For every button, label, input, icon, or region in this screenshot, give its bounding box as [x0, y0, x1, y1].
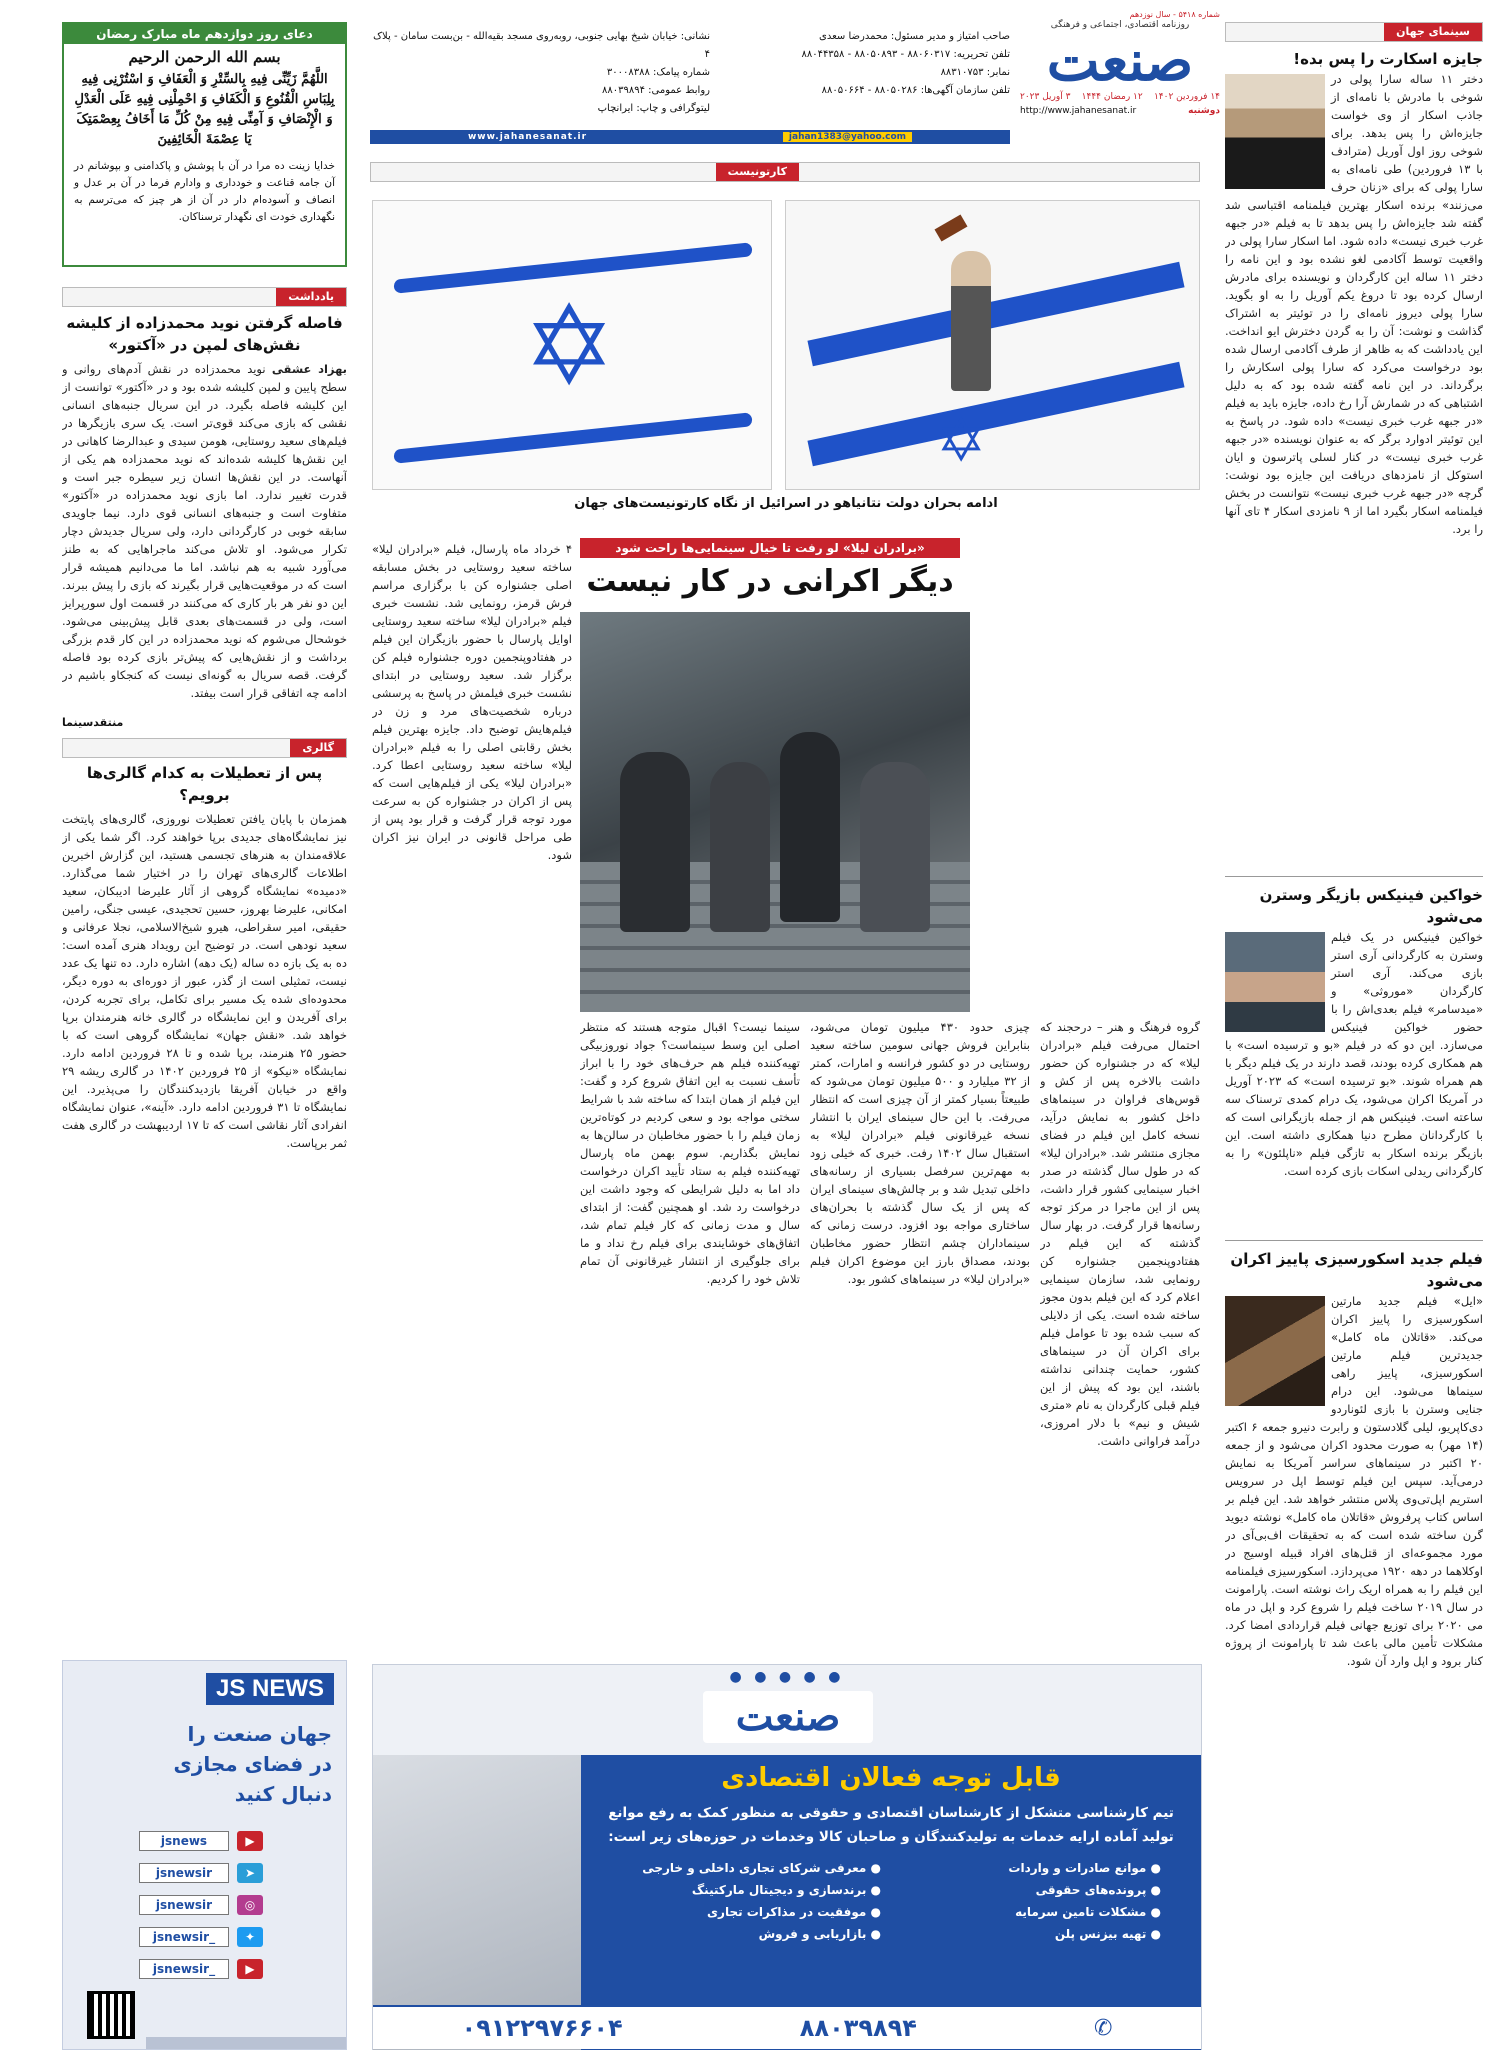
masthead-phone-3: تلفن سازمان آگهی‌ها: ۸۸۰۵۰۲۸۶ - ۸۸۰۵۰۶۶۴: [821, 85, 1010, 96]
social-handle-instagram: jsnewsir: [139, 1895, 229, 1915]
ad-service-7: ● تهیه بیزنس پلن: [1054, 1927, 1161, 1941]
social-handle-twitter: jsnewsir_: [139, 1927, 229, 1947]
social-row-twitter[interactable]: [93, 1927, 263, 1947]
sinema-section-label: [1225, 22, 1483, 42]
masthead-sms: شماره پیامک: ۳۰۰۰۸۳۸۸: [606, 67, 710, 78]
ad-service-3: ● پرونده‌های حقوقی: [1035, 1883, 1161, 1897]
masthead-phone-1: تلفن تحریریه: ۸۸۰۶۰۳۱۷ - ۸۸۰۵۰۸۹۳ - ۸۸۰۴۴۳۵۸: [801, 49, 1010, 60]
gallery-article: [62, 762, 347, 1642]
instagram-icon: ◎: [237, 1895, 263, 1915]
note-section-tab: یادداشت: [276, 288, 346, 306]
note-body: نوید محمدزاده در نقش آدم‌های روانی و سطح پایین و لمپن کلیشه شده بود و در «آکتور» توانست از این کلیشه فاصله بگیرد. در این سریال جنبه‌های انسانی نقشی که بازی می‌کند قوی‌تر است. یک سری بازیگرها در فیلم‌های سعید روستایی، هومن سیدی و عبدالرضا کاهانی در این نقش‌ها کلیشه شده‌اند که نوید محمدزاده هم یکی از آنهاست. در این نقش‌ها انسان زیر سیطره جبر است و قدرت تغییر ندارد. اما بازی نوید محمدزاده در «آکتور» متفاوت است و جنبه‌های انسانی قوی دارد. نیما جاویدی سابقه خوبی در کارگردانی دارد، ولی سریال جدیدش دچار تکرار می‌شود. او تلاش می‌کند ماجراهایی که به طنز می‌آورد شبیه به هم نباشد. اما ما می‌دانیم همیشه قرار است که در موقعیت‌هایی قرار بگیرند که بازی را پیش ببرند. این دو نفر هر بار کاری که می‌کنند در قسمت اول سورپرایز است، ولی در قسمت‌های بعدی قابل پیش‌بینی می‌شود. خوشحال می‌شوم که نوید محمدزاده در این کار قدم بزرگی برداشت و از نقش‌هایی که پیش‌تر بازی کرده بود فاصله گرفت. قصه سریال به گونه‌ای نیست که کنجکاو باشیم در ادامه چه اتفاقی قرار است بیفتد.: [62, 362, 347, 700]
prayer-bismillah: بسم الله الرحمن الرحیم: [128, 48, 281, 66]
flag-stripe-bottom: [807, 362, 1184, 466]
main-col-1: [1040, 1018, 1200, 1658]
ad-phone-1[interactable]: ۸۸۰۳۹۸۹۴: [799, 2014, 917, 2042]
main-col-3-text: سینما نیست؟ اقبال متوجه هستند که منتظر اصلی این وسط سینماست؟ جواد نوروزبیگی تهیه‌کننده فیلم هم حرف‌های خود را با ابراز تأسف نسبت به این اتفاق شروع کرد و گفت: این فیلم از همان ابتدا که ساخته شد با شرایط سختی مواجه بود و سعی کردیم در کوتاه‌ترین زمان فیلم را با حضور مخاطبان در سالن‌ها به نمایش بگذاریم. سوم بهمن ماه پارسال تهیه‌کننده فیلم به ستاد تأیید اکران درخواست داد اما به دلیل شرایطی که وجود داشت این درخواست رد شد. او همچنین گفت: از ابتدای سال و مدت زمانی که کار فیلم تمام شد، اتفاق‌های خوشایندی برای فیلم رخ نداد و ما برای جلوگیری از انتشار غیرقانونی آن تمام تلاش خود را کردیم.: [580, 1020, 800, 1286]
main-kicker: «برادران لیلا» لو رفت تا خیال سینمایی‌ها راحت شود: [580, 538, 960, 558]
social-row-telegram[interactable]: [93, 1863, 263, 1883]
masthead: [370, 10, 1220, 142]
photo-person-3: [780, 732, 840, 922]
sinema-a1-photo[interactable]: [1225, 74, 1325, 189]
sinema-a1-body: دختر ۱۱ ساله سارا پولی در شوخی با مادرش با نامه‌ای از جاذب اسکار از وی خواست جایزه‌اش را پس بدهد. برای شوخی روز اول آوریل (مترادف با ۱۳ فروردین) طی نامه‌ای به سارا پولی که برای «زنان حرف می‌زنند» برنده اسکار بهترین فیلمنامه اقتباسی شد گفته شد جایزه‌اش را پس بدهد تا به فیلم «در جبهه غرب خبری نیست» داده شود. اما اسکار سارا پولی در واقعیت توسط آکادمی لغو نشده بود و این نامه را دختر ۱۱ ساله این کارگردان و نویسنده برای مادرش ارسال کرده بود تا دروغ یکم آوریل را به او بگوید. سارا پولی دیروز نامه‌ای را در توئیتر به اشتراک گذاشت و نوشت: آن را به گردن دخترش ایو انداخت. این یادداشت که به ظاهر از طرف آکادمی ارسال شده بود درخواست می‌کرد که سارا پولی اسکارش را برگرداند. در این نامه گفته شده بود که به دلیل اشتباهی که در شمارش آرا رخ داده، جایزه باید به فیلم «در جبهه غرب خبری نیست» داده شود. در پاسخ به این توئیتر ادوارد برگر که به عنوان نویسنده «در جبهه غرب خبری نیست» در کنار لسلی پاترسون و ایان استوکل از نامزدهای دریافت این جایزه بود نوشت: گرچه «در جبهه غرب خبری نیست» نتوانست در بخش فیلمنامه اسکار بگیرد اما از ۹ نامزدی اسکار ۴ تای آنها را برد.: [1225, 72, 1483, 536]
cartoon-figure: [951, 251, 991, 391]
note-title[interactable]: فاصله گرفتن نوید محمدزاده از کلیشه نقش‌های لمپن در «آکتور»: [66, 314, 343, 354]
ad-phone-bar[interactable]: [373, 2005, 1201, 2049]
masthead-website[interactable]: http://www.jahanesanat.ir: [1020, 106, 1137, 116]
photo-person-4: [860, 762, 930, 932]
masthead-contact: [720, 28, 1010, 100]
masthead-address: نشانی: خیابان شیخ بهایی جنوبی، روبه‌روی مسجد بقیه‌الله - بن‌بست سامان - پلاک ۴: [373, 31, 710, 60]
city-skyline-icon: [146, 2009, 346, 2049]
masthead-print: لیتوگرافی و چاپ: ایرانچاپ: [597, 103, 710, 114]
social-row-instagram[interactable]: [93, 1895, 263, 1915]
cartoon-left[interactable]: [372, 200, 772, 490]
masthead-tagline: روزنامه اقتصادی، اجتماعی و فرهنگی: [1050, 20, 1190, 30]
gavel-icon: [935, 214, 968, 241]
social-handle-telegram: jsnewsir: [139, 1863, 229, 1883]
service-ad[interactable]: [372, 1664, 1202, 2050]
jsnews-brand: JS NEWS: [206, 1673, 334, 1705]
main-col-3: [580, 1018, 800, 1658]
sinema-a3-photo[interactable]: [1225, 1296, 1325, 1406]
web-bar-email[interactable]: jahan1383@yahoo.com: [783, 132, 912, 142]
cartoon-right[interactable]: [785, 200, 1200, 490]
ad-service-6: ● موفقیت در مذاکرات تجاری: [707, 1905, 881, 1919]
sinema-a2-photo[interactable]: [1225, 932, 1325, 1032]
masthead-issue: شماره ۵۴۱۸ - سال نوزدهم: [1129, 10, 1220, 19]
social-handle-aparat: jsnews: [139, 1831, 229, 1851]
phone-icon: ✆: [1094, 2015, 1113, 2041]
gallery-section-label: [62, 738, 347, 758]
sinema-article-3: [1225, 1248, 1483, 2048]
main-col-4-text: ۴ خرداد ماه پارسال، فیلم «برادران لیلا» ساخته سعید روستایی در بخش مسابقه اصلی جشنواره کن با برگزاری مراسم فرش قرمز، رونمایی شد. نشست خبری فیلم «برادران لیلا» ساخته سعید روستایی اوایل پارسال با حضور بازیگران این فیلم در هفتادوپنجمین دوره جشنواره فیلم کن برگزار شد. سعید روستایی در ابتدای نشست خبری فیلمش در پاسخ به پرسشی درباره شخصیت‌های مرد و زن در فیلم‌هایش توضیح داد. جایزه بهترین فیلم بخش رقابتی اصلی را به فیلم «برادران لیلا» ساخته سعید روستایی اعطا کرد. «برادران لیلا» یکی از فیلم‌هایی است که پس از اکران در جشنواره کن به سرعت مورد توجه قرار گرفت و قرار بود پس از طی مراحل قانونی در ایران نیز اکران شود.: [372, 542, 572, 862]
flag-stripe-top: [807, 262, 1184, 366]
social-handle-youtube: jsnewsir_: [139, 1959, 229, 1979]
ad-desc: تیم کارشناسی متشکل از کارشناسان اقتصادی و حقوقی به منظور کمک به رفع موانع تولید آماده ارایه خدمات به تولیدکنندگان و صاحبان کالا وخدمات در حوزه‌های زیر است:: [608, 1805, 1174, 1845]
star-of-david-icon: ✡: [936, 406, 987, 476]
masthead-date-en: ۳ آوریل ۲۰۲۳: [1020, 92, 1071, 102]
masthead-logo[interactable]: صنعت: [1046, 28, 1194, 94]
sinema-divider-1: [1225, 876, 1483, 877]
jsnews-line1: جهان صنعت را: [187, 1722, 332, 1746]
masthead-address-block: [370, 28, 710, 118]
note-source: منتقدسینما: [62, 716, 124, 729]
telegram-icon: ➤: [237, 1863, 263, 1883]
ad-service-1: ● موانع صادرات و واردات: [1008, 1861, 1161, 1875]
ad-service-4: ● برندسازی و دیجیتال مارکتینگ: [691, 1883, 881, 1897]
prayer-arabic: اللَّهُمَّ زَیِّنِّی فِیهِ بِالسِّتْرِ وَ الْعَفَافِ وَ اسْتُرْنِی فِیهِ بِلِبَاسِ الْقُنُوعِ وَ الْکَفَافِ وَ احْمِلْنِی فِیهِ عَلَى الْعَدْلِ وَ الْإِنْصَافِ وَ آمِنِّی فِیهِ مِنْ کُلِّ مَا أَخَافُ بِعِصْمَتِکَ یَا عِصْمَةَ الْخَائِفِینَ: [74, 72, 335, 147]
social-row-aparat[interactable]: [93, 1831, 263, 1851]
gallery-body: همزمان با پایان یافتن تعطیلات نوروزی، گالری‌های پایتخت نیز نمایشگاه‌های جدیدی برپا خواهند کرد. اگر شما یکی از علاقه‌مندان به هنرهای تجسمی هستید، این گزارش اخبرین اطلاعات گالری‌های تهران را در اختیار شما می‌گذارد. «دمیده» نمایشگاه گروهی از آثار علیرضا ادیبکان، سعید امکانی، علیرضا بهروز، حسین تحجیدی، عیسی جنگی، رامین حقیقی، امیر سقراطی، هیرو شیخ‌الاسلامی، نجلا عرفانی و سعید نودهی است. در توضیح این رویداد هنری آمده است: ده به یک بازه ده ساله (یک دهه) اشاره دارد. ده تنها یک عدد نیست، تمثیلی است از گذر، عبور از دوره‌ای به دوره دیگر، محدوده‌ای شده یک مسیر برای تکامل، برای تجربه کردن، برای آفریدن و این نمایشگاه در گالری خانه هنرمندان برپا خواهد شد. «نقش جهان» نمایشگاه گروهی است که با حضور ۲۵ هنرمند، برپا شده و تا ۲۸ فروردین ادامه دارد. نمایشگاه «نیکو» از ۲۵ فروردین ۱۴۰۲ در گالری ریشه ۲۹ واقع در خیابان آفریقا بازدیدکنندگان را می‌پذیرد. این نمایشگاه تا ۳۱ فروردین ادامه دارد. «آینه»، عنوان نمایشگاه انفرادی آثار نقاشی است که تا ۱۷ اردیبهشت در گالری هفت ثمر برپاست.: [62, 812, 347, 1150]
main-col-1-text: گروه فرهنگ و هنر – درحجند که احتمال می‌رفت فیلم «برادران لیلا» که در جشنواره کن حضور داشت بالاخره پس از کش و قوس‌های فراوان در سینماهای داخل کشور به نمایش درآید، نسخه کامل این فیلم در فضای مجازی منتشر شد. «برادران لیلا» که در طول سال گذشته در صدر اخبار سینمایی کشور قرار داشت، پس از این ماجرا در مرکز توجه رسانه‌ها قرار گرفت. در بهار سال گذشته که این فیلم در هفتادوپنجمین جشنواره کن رونمایی شد، سازمان سینمایی اعلام کرد که این فیلم بدون مجوز ساخته شده است. یکی از دلایلی که سبب شده بود تا عوامل فیلم برای اکران آن در سینماهای کشور، حمایت چندانی نداشته باشند، این بود که پیش از این فیلم قبلی کارگردان به نام «متری شیش و نیم» با دلار امروزی، درآمد فراوانی داشت.: [1040, 1020, 1200, 1448]
ad-service-5: ● مشکلات تامین سرمایه: [1015, 1905, 1161, 1919]
web-bar: [370, 130, 1010, 144]
main-photo[interactable]: [580, 612, 970, 1012]
note-byline: بهزاد عشقی: [271, 362, 347, 376]
sinema-a1-title[interactable]: جایزه اسکارت را پس بده!: [1293, 50, 1483, 68]
cartoon-section-label: [370, 162, 1200, 182]
cartoon-caption: ادامه بحران دولت نتانیاهو در اسرائیل از نگاه کارتونیست‌های جهان: [574, 496, 998, 511]
main-col-2: [810, 1018, 1030, 1658]
main-col-4: [372, 540, 572, 1660]
gallery-section-tab: گالری: [290, 739, 346, 757]
masthead-date-fa: ۱۴ فروردین ۱۴۰۲: [1153, 92, 1220, 102]
masthead-phone-2: نمابر: ۸۸۳۱۰۷۵۳: [940, 67, 1010, 78]
sinema-article-2: [1225, 884, 1483, 1234]
sinema-a2-body: خواکین فینیکس در یک فیلم وسترن به کارگردانی آری استر بازی می‌کند. آری استر کارگردان «موروثی» و «میدسامر» فیلم بعدی‌اش را با حضور خواکین فینیکس می‌سازد. این دو که در فیلم «بو و ترسیده است» با هم همکاری کرده بودند، قصد دارند در یک فیلم دیگر با هم همراه شوند. «بو ترسیده است» که ۲۰۲۳ آوریل در آمریکا اکران می‌شود، یک درام کمدی ترسناک سه ساعته است. فینیکس هم از جمله بازیگرانی است که با کارگردانان مطرح دنیا همکاری داشته است. این بازیگر برنده اسکار به تازگی فیلم «ناپلئون» را به کارگردانی ریدلی اسکات بازی کرده است.: [1225, 930, 1483, 1178]
prayer-header: دعای روز دوازدهم ماه مبارک رمضان: [64, 24, 345, 44]
star-of-david-icon-2: ✡: [523, 282, 616, 410]
masthead-logo-block: [1020, 20, 1220, 130]
cartoon-section-tab: کارتونیست: [716, 163, 799, 181]
main-headline[interactable]: دیگر اکرانی در کار نیست: [586, 564, 954, 599]
social-row-youtube[interactable]: [93, 1959, 263, 1979]
prayer-persian: خدایا زینت ده مرا در آن با پوشش و پاکدامنی و بپوشانم در آن جامه قناعت و خودداری و وادارم فرما در آن بر عدل و انصاف و آسوده‌ام دار در آن از هر چیز که می‌ترسم به نگهداری خودت ای نگهدار ترسناکان.: [74, 160, 335, 223]
sinema-a3-title[interactable]: فیلم جدید اسکورسیزی پاییز اکران می‌شود: [1230, 1250, 1483, 1290]
ad-logo: صنعت: [703, 1691, 873, 1743]
sinema-section-tab: سینمای جهان: [1384, 23, 1482, 41]
qr-code-icon[interactable]: [87, 1991, 135, 2039]
note-section-label: [62, 287, 347, 307]
masthead-date-hijri: ۱۲ رمضان ۱۴۴۴: [1081, 92, 1143, 102]
masthead-owner: صاحب امتیاز و مدیر مسئول: محمدرضا سعدی: [819, 31, 1010, 42]
ad-dots: ● ● ● ● ●: [729, 1669, 845, 1685]
sinema-divider-2: [1225, 1240, 1483, 1241]
jsnews-ad[interactable]: [62, 1660, 347, 2050]
ad-phone-2[interactable]: ۰۹۱۲۲۹۷۶۶۰۴: [461, 2014, 623, 2042]
twitter-icon: ✦: [237, 1927, 263, 1947]
main-col-2-text: چیزی حدود ۴۳۰ میلیون تومان می‌شود، بنابراین فروش جهانی سومین ساخته سعید روستایی در دو کشور فرانسه و امارات، کمتر از ۳۲ میلیارد و ۵۰۰ میلیون تومان می‌شود که طبیعتاً بسیار کمتر از آن چیزی است که انتظار می‌رفت. با این حال سینمای ایران با انتشار نسخه غیرقانونی فیلم «برادران لیلا» به استقبال سال ۱۴۰۲ رفت. خبری که خیلی زود به مهم‌ترین سرفصل بسیاری از رسانه‌های داخلی تبدیل شد و بر چالش‌های سینمای ایران که پس از یک سال گذشته با بحران‌های ساختاری مواجه بود افزود. درست زمانی که سینماداران چشم انتظار حضور مخاطبان بودند، مصداق بارز این موضوع اکران فیلم «برادران لیلا» در سینماهای کشور بود.: [810, 1020, 1030, 1286]
gallery-title[interactable]: پس از تعطیلات به کدام گالری‌ها برویم؟: [86, 764, 323, 804]
sinema-a3-body: «ایل» فیلم جدید مارتین اسکورسیزی را پاییز اکران می‌کند. «قاتلان ماه کامل» جدیدترین فیلم مارتین اسکورسیزی، پاییز راهی سینماها می‌شود. این درام جنایی وسترن با بازی لئوناردو دی‌کاپریو، لیلی گلادستون و رابرت دنیرو جمعه ۶ اکتبر (۱۴ مهر) به صورت محدود اکران می‌شود و از جمعه ۲۰ اکتبر در سینماهای سراسر آمریکا به نمایش درمی‌آید. سپس این فیلم توسط اپل در سرویس استریم اپل‌تی‌وی پلاس منتشر خواهد شد. این فیلم بر اساس کتاب پرفروش «قاتلان ماه کامل» نوشته دیوید گرن ساخته شده است که به تحقیقات اف‌بی‌آی در مورد مجموعه‌ای از قتل‌های افراد قبیله اوسیج در اوکلاهما در دهه ۱۹۲۰ می‌پردازد. اسکورسیزی فیلمنامه این فیلم را به همراه اریک راث نوشته است. پارامونت در سال ۲۰۱۹ ساخت فیلم را شروع کرد و اپل در ماه می ۲۰۲۰ برای توزیع جهانی فیلم قراردادی امضا کرد. مشکلات تأمین مالی باعث شد تا پارامونت از پروژه کنار برود و اپل وارد آن شود.: [1225, 1294, 1483, 1668]
prayer-box: [62, 22, 347, 267]
note-article: [62, 312, 347, 730]
ad-services: [581, 1857, 1201, 1945]
jsnews-line2: در فضای مجازی: [173, 1752, 332, 1776]
youtube-icon: ▶: [237, 1959, 263, 1979]
aparat-icon: ▶: [237, 1831, 263, 1851]
flag-stripe-bottom-2: [393, 412, 752, 464]
jsnews-line3: دنبال کنید: [234, 1782, 332, 1806]
sinema-a2-title[interactable]: خواکین فینیکس بازیگر وسترن می‌شود: [1259, 886, 1483, 926]
sinema-article-1: [1225, 48, 1483, 868]
ad-headline: قابل توجه فعالان اقتصادی: [721, 1763, 1061, 1793]
ad-service-2: ● معرفی شرکای تجاری داخلی و خارجی: [642, 1861, 881, 1875]
ad-service-8: ● بازاریابی و فروش: [758, 1927, 881, 1941]
photo-person-1: [620, 752, 690, 932]
masthead-day: دوشنبه: [1188, 106, 1220, 116]
web-bar-site[interactable]: www.jahanesanat.ir: [467, 132, 588, 142]
photo-person-2: [710, 762, 770, 932]
masthead-pr: روابط عمومی: ۸۸۰۳۹۸۹۴: [601, 85, 710, 96]
